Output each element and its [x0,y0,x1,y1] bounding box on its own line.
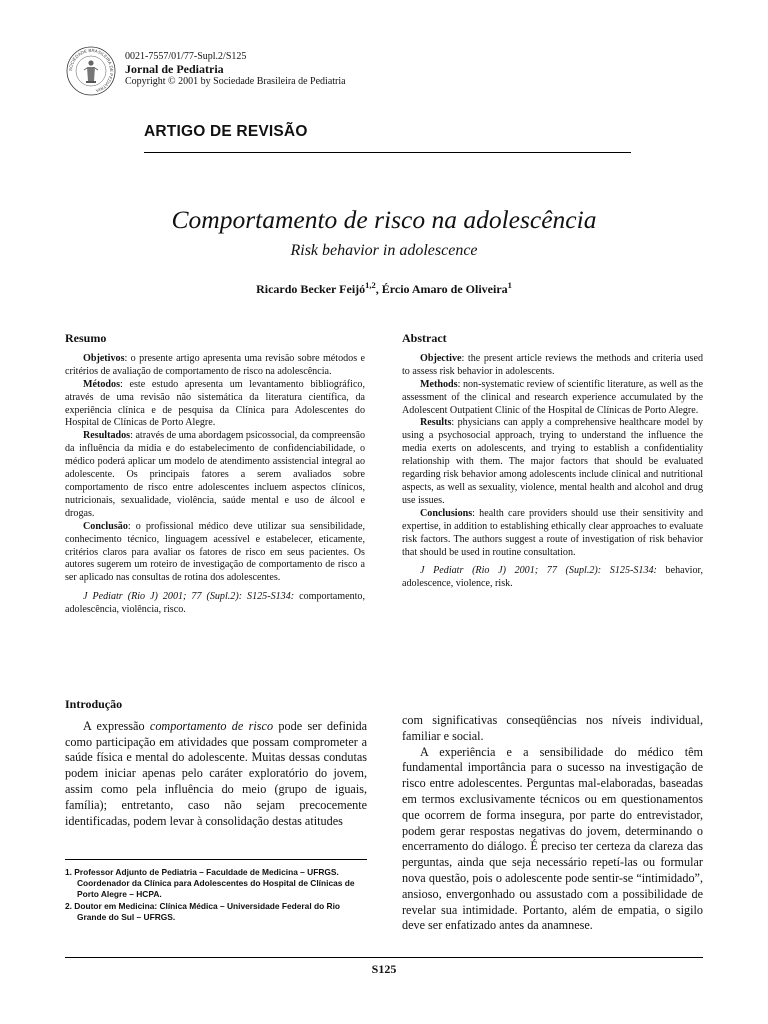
issn-line: 0021-7557/01/77-Supl.2/S125 [125,51,247,62]
article-title: Comportamento de risco na adolescência [171,205,597,234]
resumo-heading: Resumo [65,331,107,345]
author-affiliation-mark: 1,2 [365,280,376,290]
resumo-label: Objetivos [83,352,125,364]
emphasis-term: comportamento de risco [149,718,274,733]
keywords: comportamento, adolescência, violência, risco. [65,591,365,616]
section-label: ARTIGO DE REVISÃO [144,123,308,140]
body-paragraph-continued: com significativas conseqüências nos níveis individual, familiar e social. [402,713,703,743]
resumo-text: : o profissional médico deve utilizar sua sensibilidade, conhecimento técnico, linguagem acessível e estabelecer, eticamente, critérios claros para avaliar os fatores de risco em seus pacientes. Os autores sugerem um roteiro de investigação de comportamento de risco a ser aplicado nas consultas de rotina dos adolescentes. [65,520,365,584]
author-list [60,280,708,297]
abstract-text: : non-systematic review of scientific literature, as well as the assessment of the clinical and research experience accumulated by the Adolescent Outpatient Clinic of the Hospital de Clínicas de Porto Alegre. [402,378,703,416]
introduction-section [65,697,367,829]
header-rule [144,152,631,153]
abstract-label: Methods [420,378,458,390]
abstract-label: Objective [420,352,462,364]
abstract-label: Results [420,417,452,429]
body-text: pode ser definida como participação em atividades que possam comprometer a saúde física e mental do adolescente. Muitas dessas condutas podem iniciar apenas pelo caráter exploratório do jovem, assim como pela influência do meio (grupo de iguais, família); entretanto, caso não sejam precocemente identificadas, podem levar à consolidação destas atitudes [65,718,367,828]
body-text: A expressão [83,718,150,733]
abstract-objective [402,353,703,379]
footnotes [65,867,370,924]
introduction-heading: Introdução [65,697,123,711]
author-separator: , [375,282,382,296]
author-affiliation-mark: 1 [507,280,512,290]
author-name: Ércio Amaro de Oliveira [381,282,508,296]
resumo-section [65,332,365,617]
footnote-rule [65,859,367,860]
resumo-label: Conclusão [83,520,128,532]
page-number: S125 [371,962,397,976]
journal-name: Jornal de Pediatria [125,61,224,76]
abstract-label: Conclusions [420,507,473,519]
footer-rule [65,957,703,958]
abstract-heading: Abstract [402,331,447,345]
footnote: 1. Professor Adjunto de Pediatria – Faculdade de Medicina – UFRGS. Coordenador da Clínica para Adolescentes do Hospital de Clínicas de Porto Alegre – HCPA. [65,867,355,899]
body-paragraph: A experiência e a sensibilidade do médico têm fundamental importância para o sucesso na investigação de risco entre adolescentes. Perguntas mal-elaboradas, baseadas em termos exclusivamente técnicos ou em questionamentos que ocorrem de forma insegura, por parte do entrevistador, podem gerar respostas negativas do jovem, determinando o encerramento do diálogo. É preciso ter certeza da clareza das perguntas, ainda que seja necessário repetí-las ou formular nova questão, pois o adolescente pode sentir-se “intimidado”, ansioso, envergonhado ou assustado com a possibilidade de revelar sua intimidade. Portanto, além de empatia, o sigilo deve ser enfatizado antes da anamnese. [402,744,703,933]
body-paragraph [65,719,367,830]
abstract-citation [402,565,703,591]
resumo-label: Resultados [83,430,131,442]
abstract-text: : health care providers should use their sensitivity and expertise, in addition to establishing ethically clear approaches to evaluate risk factors. The authors suggest a route of investigation of risk behavior that should be used in routine consultation. [402,507,703,558]
resumo-text: : o presente artigo apresenta uma revisão sobre métodos e critérios de avaliação de comportamento de risco na adolescência. [65,352,365,377]
keywords: behavior, adolescence, violence, risk. [402,565,703,590]
body-right-column [402,713,703,934]
abstract-section [402,332,703,591]
journal-seal-logo [66,46,116,96]
author-name: Ricardo Becker Feijó [256,282,366,296]
abstract-results [402,417,703,507]
abstract-text: : physicians can apply a comprehensive healthcare model by using a psychosocial approach, trying to understand the influence the media exerts on adolescents, and trying to establish a confidentiality relationship with them. The major factors that should be evaluated regarding risk behavior among adolescents include clinical and nutritional aspects, as well as sexuality, violence, mental health and alcohol and drug use issues. [402,417,703,506]
svg-text:SOCIEDADE BRASILEIRA DE PEDIAT: SOCIEDADE BRASILEIRA DE PEDIATRIA [67,47,115,94]
resumo-citation [65,591,365,617]
abstract-methods [402,379,703,418]
citation-ref: J Pediatr (Rio J) 2001; 77 (Supl.2): S125-S134: [83,591,295,603]
citation-ref: J Pediatr (Rio J) 2001; 77 (Supl.2): S125-S134: [420,565,657,577]
resumo-metodos [65,379,365,431]
resumo-objetivos [65,353,365,379]
article-subtitle: Risk behavior in adolescence [290,242,478,259]
journal-header [125,51,346,87]
abstract-conclusions [402,508,703,560]
resumo-label: Métodos [83,378,121,390]
footnote: 2. Doutor em Medicina: Clínica Médica – Universidade Federal do Rio Grande do Sul – UFRGS. [65,901,341,922]
abstract-text: : the present article reviews the methods and criteria used to assess risk behavior in adolescents. [402,352,703,377]
resumo-text: : através de uma abordagem psicossocial, da compreensão da influência da mídia e do estabelecimento de confidenciabilidade, o médico poderá aplicar um modelo de atendimento assistencial integral ao adolescente. Os principais fatores a serem avaliados sobre comportamento de risco entre adolescentes incluem aspectos clínicos, nutricionais, sexualidade, violência, saúde mental e uso de álcool e drogas. [65,430,365,519]
resumo-resultados [65,430,365,520]
copyright-line: Copyright © 2001 by Sociedade Brasileira de Pediatria [125,75,346,87]
resumo-text: : este estudo apresenta um levantamento bibliográfico, através de uma revisão não sistemática da literatura científica, da experiência clínica e de pesquisa da Clínica para Adolescentes do Hospital de Clínicas de Porto Alegre. [65,378,365,429]
resumo-conclusao [65,521,365,586]
